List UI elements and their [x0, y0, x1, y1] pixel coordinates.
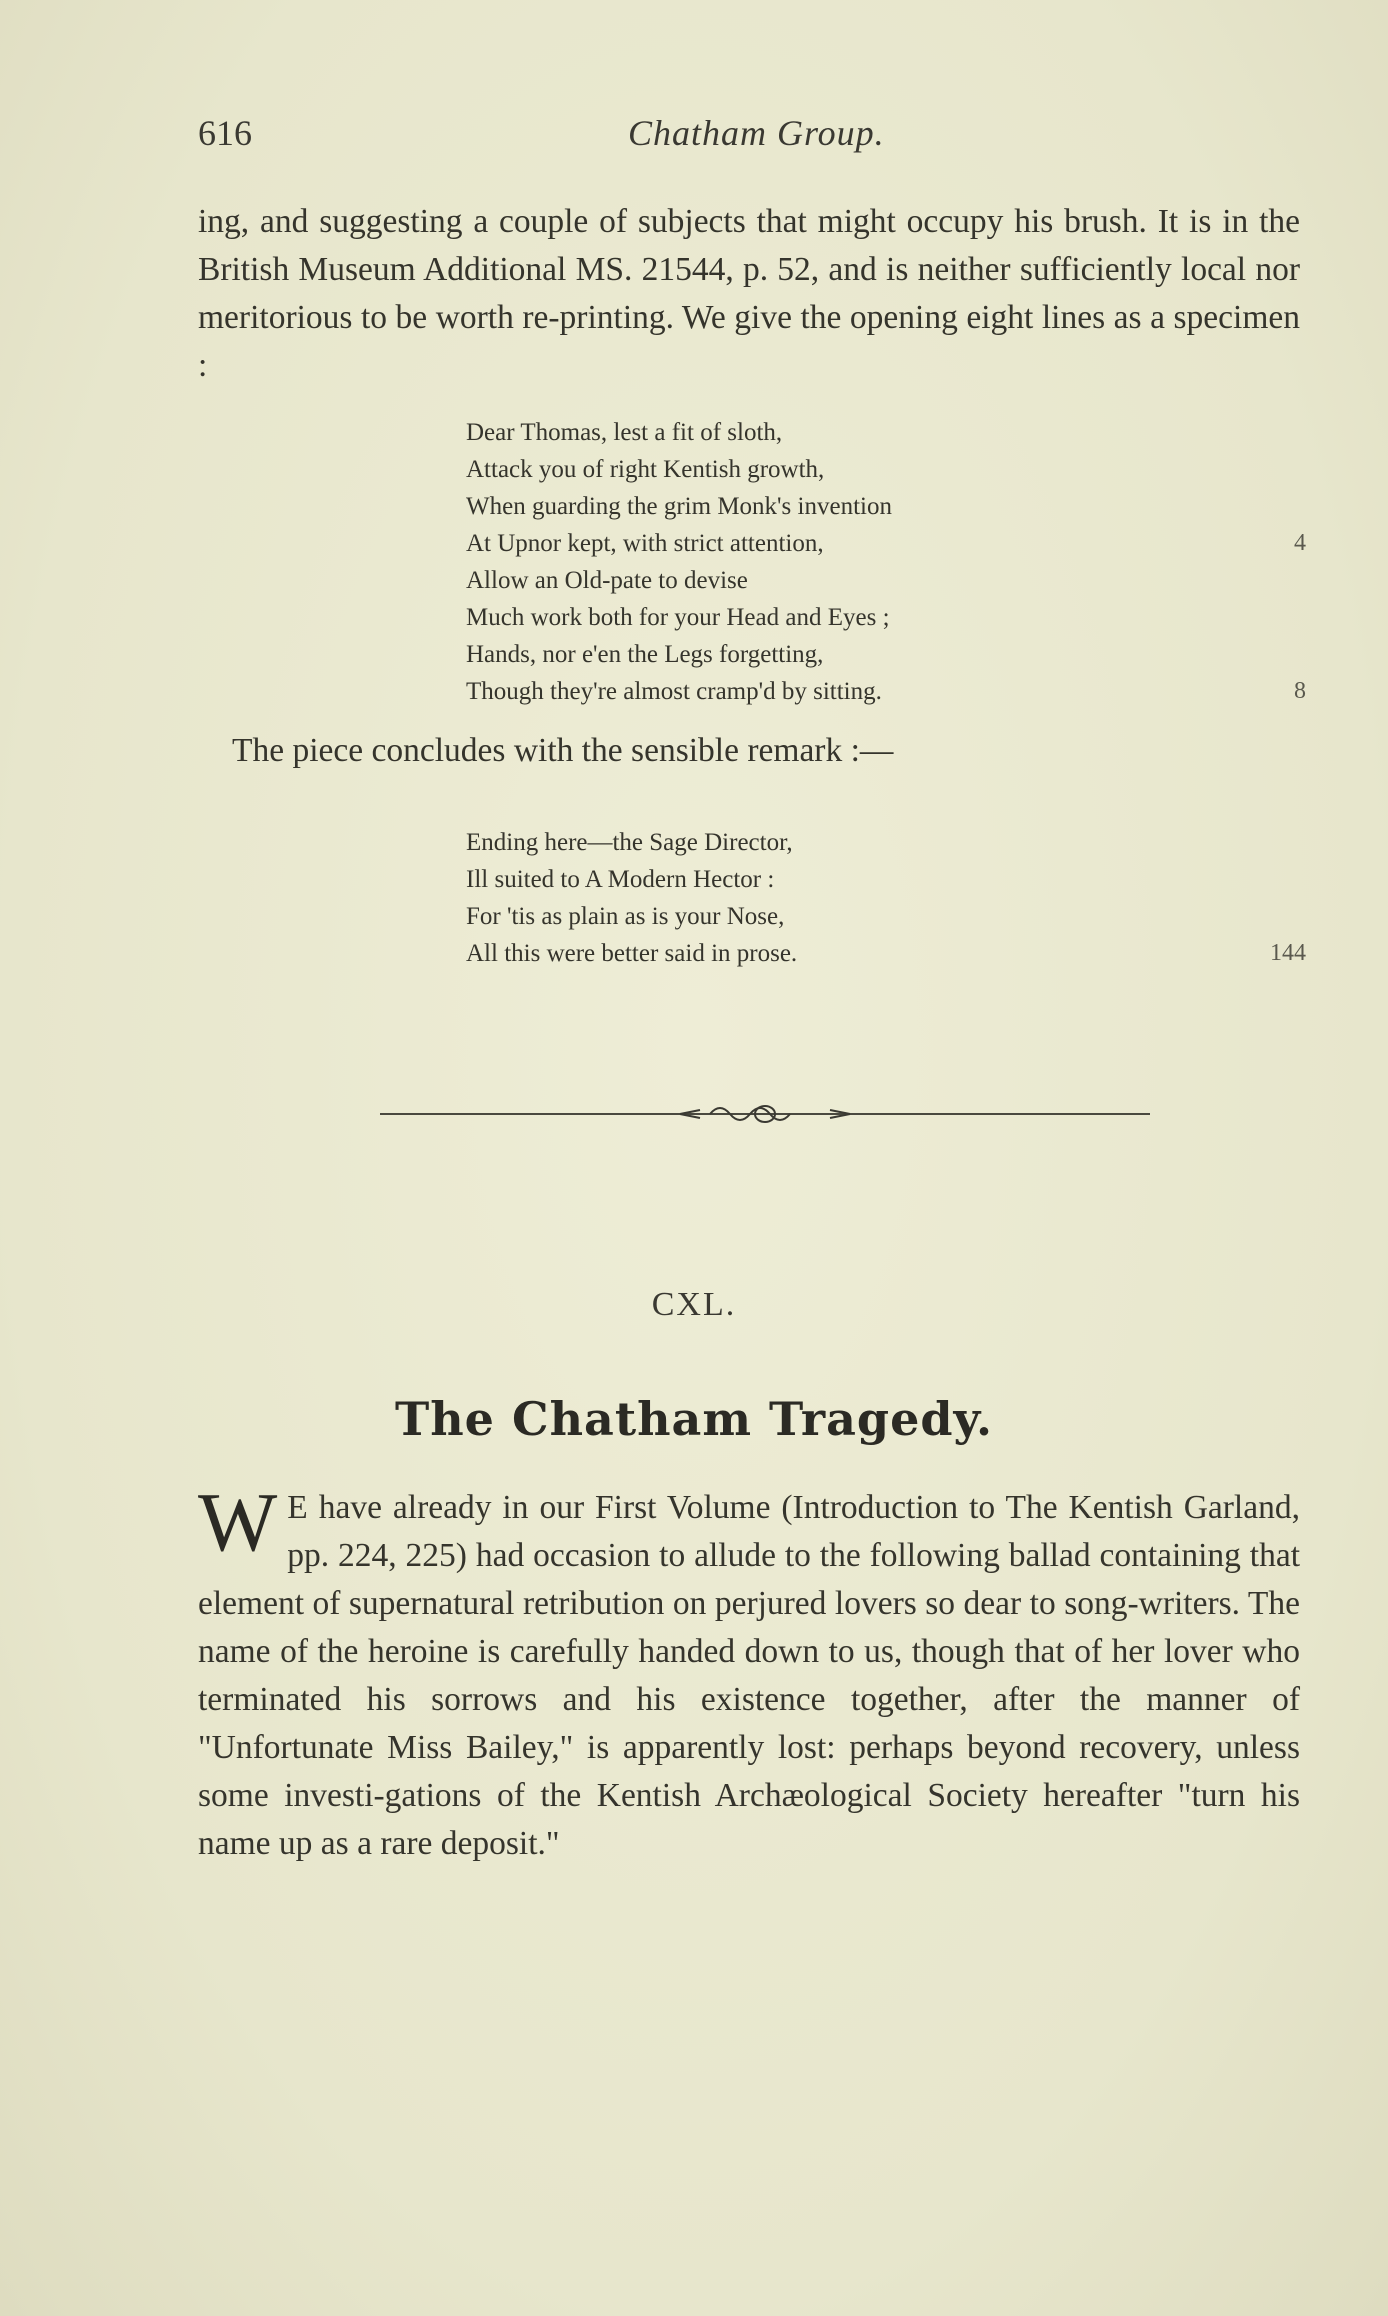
- verse-text: Ending here—the Sage Director,: [466, 829, 793, 856]
- verse-text: Ill suited to A Modern Hector :: [466, 866, 775, 893]
- verse-text: Dear Thomas, lest a fit of sloth,: [466, 419, 783, 446]
- first-word-rest: E: [287, 1489, 308, 1526]
- line-number: 144: [1270, 940, 1306, 966]
- verse-specimen: [466, 414, 1306, 710]
- verse-line: [466, 562, 1306, 599]
- running-title: Chatham Group.: [628, 113, 885, 153]
- verse-line: [466, 824, 1306, 861]
- verse-text: At Upnor kept, with strict attention,: [466, 530, 824, 557]
- verse-line: [466, 861, 1306, 898]
- verse-text: All this were better said in prose.: [466, 940, 798, 967]
- verse-line: [466, 898, 1306, 935]
- verse-line: [466, 673, 1306, 710]
- page-number: 616: [198, 113, 252, 153]
- chapter-paragraph: [198, 1476, 1300, 1868]
- verse-conclusion: [466, 824, 1306, 972]
- verse-line: [466, 414, 1306, 451]
- running-head: [198, 112, 1298, 162]
- intro-paragraph: [198, 198, 1300, 390]
- verse-line: [466, 636, 1306, 673]
- line-number: 4: [1294, 530, 1306, 556]
- intro-text: ing, and suggesting a couple of subjects that might occupy his brush. It is in the British Museum Additional MS. 21544, p. 52, and is neither sufficiently local nor meritorious to be worth re-printing. We give the opening eight lines as a specimen :: [198, 203, 1300, 384]
- verse-line: [466, 599, 1306, 636]
- verse-text: Hands, nor e'en the Legs forgetting,: [466, 641, 824, 668]
- transition-text: The piece concludes with the sensible remark :—: [232, 732, 894, 769]
- verse-text: For 'tis as plain as is your Nose,: [466, 903, 785, 930]
- verse-line: [466, 488, 1306, 525]
- verse-text: Much work both for your Head and Eyes ;: [466, 604, 890, 631]
- chapter-text: have already in our First Volume (Introduction to The Kentish Garland, pp. 224, 225) had occasion to allude to the following ballad containing that element of supernatural retribution on perjured lovers so dear to song-writers. The name of the heroine is carefully handed down to us, though that of her lover who terminated his sorrows and his existence together, after the manner of "Unfortunate Miss Bailey," is apparently lost: perhaps beyond recovery, unless some investi-gations of the Kentish Archæological Society hereafter "turn his name up as a rare deposit.": [198, 1489, 1300, 1862]
- verse-text: Though they're almost cramp'd by sitting.: [466, 678, 882, 705]
- verse-text: Allow an Old-pate to devise: [466, 567, 748, 594]
- section-number: CXL.: [651, 1286, 737, 1323]
- verse-text: Attack you of right Kentish growth,: [466, 456, 825, 483]
- verse-line: [466, 935, 1306, 972]
- line-number: 8: [1294, 678, 1306, 704]
- ornament-divider: [380, 1098, 1150, 1128]
- verse-line: [466, 525, 1306, 562]
- verse-line: [466, 451, 1306, 488]
- drop-cap: W: [198, 1476, 278, 1569]
- verse-text: When guarding the grim Monk's invention: [466, 493, 892, 520]
- section-title: The Chatham Tragedy.: [395, 1392, 993, 1446]
